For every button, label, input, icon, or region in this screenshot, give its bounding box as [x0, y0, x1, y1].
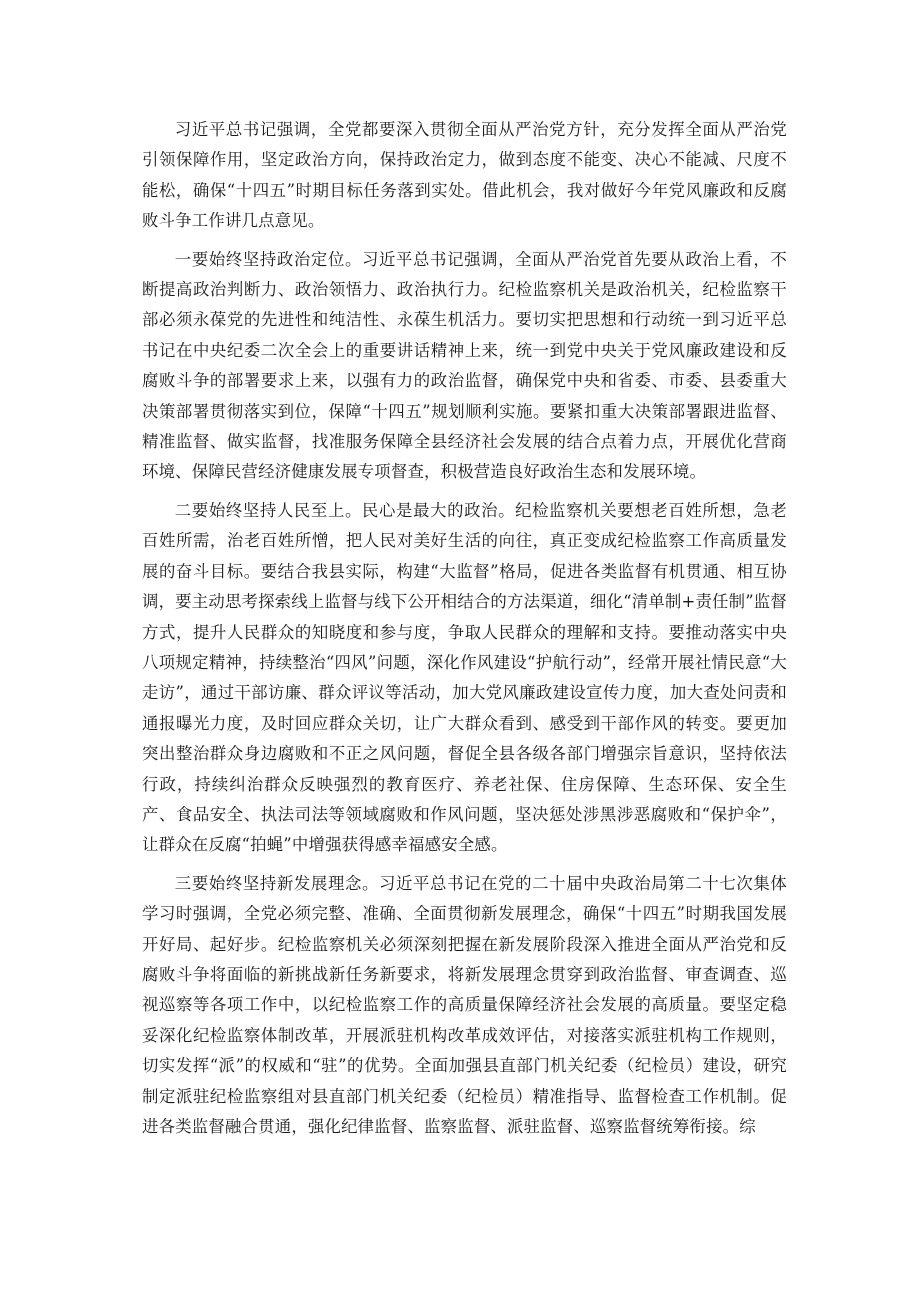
- document-body: [142, 115, 787, 1150]
- paragraph-people-first: 二要始终坚持人民至上。民心是最大的政治。纪检监察机关要想老百姓所想，急老百姓所需，治老百姓所憎，把人民对美好生活的向往，真正变成纪检监察工作高质量发展的奋斗目标。要结合我县实际，构建“大监督”格局，促进各类监督有机贯通、相互协调，要主动思考探索线上监督与线下公开相结合的方法渠道，细化“清单制+责任制”监督方式，提升人民群众的知晓度和参与度，争取人民群众的理解和支持。要推动落实中央八项规定精神，持续整治“四风”问题，深化作风建设“护航行动”，经常开展社情民意“大走访”，通过干部访廉、群众评议等活动，加大党风廉政建设宣传力度，加大查处问责和通报曝光力度，及时回应群众关切，让广大群众看到、感受到干部作风的转变。要更加突出整治群众身边腐败和不正之风问题，督促全县各级各部门增强宗旨意识，坚持依法行政，持续纠治群众反映强烈的教育医疗、养老社保、住房保障、生态环保、安全生产、食品安全、执法司法等领域腐败和作风问题，坚决惩处涉黑涉恶腐败和“保护伞”，让群众在反腐“拍蝇”中增强获得感幸福感安全感。: [142, 500, 787, 855]
- paragraph-political-position: 一要始终坚持政治定位。习近平总书记强调，全面从严治党首先要从政治上看，不断提高政治判断力、政治领悟力、政治执行力。纪检监察机关是政治机关，纪检监察干部必须永葆党的先进性和纯洁性、永葆生机活力。要切实把思想和行动统一到习近平总书记在中央纪委二次全会上的重要讲话精神上来，统一到党中央关于党风廉政建设和反腐败斗争的部署要求上来，以强有力的政治监督，确保党中央和省委、市委、县委重大决策部署贯彻落实到位，保障“十四五”规划顺利实施。要紧扣重大决策部署跟进监督、精准监督、做实监督，找准服务保障全县经济社会发展的结合点着力点，开展优化营商环境、保障民营经济健康发展专项督查，积极营造良好政治生态和发展环境。: [142, 249, 787, 482]
- paragraph-new-development: 三要始终坚持新发展理念。习近平总书记在党的二十届中央政治局第二十七次集体学习时强调，全党必须完整、准确、全面贯彻新发展理念，确保“十四五”时期我国发展开好局、起好步。纪检监察机关必须深刻把握在新发展阶段深入推进全面从严治党和反腐败斗争将面临的新挑战新任务新要求，将新发展理念贯穿到政治监督、审查调查、巡视巡察等各项工作中，以纪检监察工作的高质量保障经济社会发展的高质量。要坚定稳妥深化纪检监察体制改革，开展派驻机构改革成效评估，对接落实派驻机构工作规则，切实发挥“派”的权威和“驻”的优势。全面加强县直部门机关纪委（纪检员）建设，研究制定派驻纪检监察组对县直部门机关纪委（纪检员）精准指导、监督检查工作机制。促进各类监督融合贯通，强化纪律监督、监察监督、派驻监督、巡察监督统筹衔接。综: [142, 873, 787, 1136]
- paragraph-intro: 习近平总书记强调，全党都要深入贯彻全面从严治党方针，充分发挥全面从严治党引领保障作用，坚定政治方向，保持政治定力，做到态度不能变、决心不能减、尺度不能松，确保“十四五”时期目标任务落到实处。借此机会，我对做好今年党风廉政和反腐败斗争工作讲几点意见。: [142, 120, 787, 231]
